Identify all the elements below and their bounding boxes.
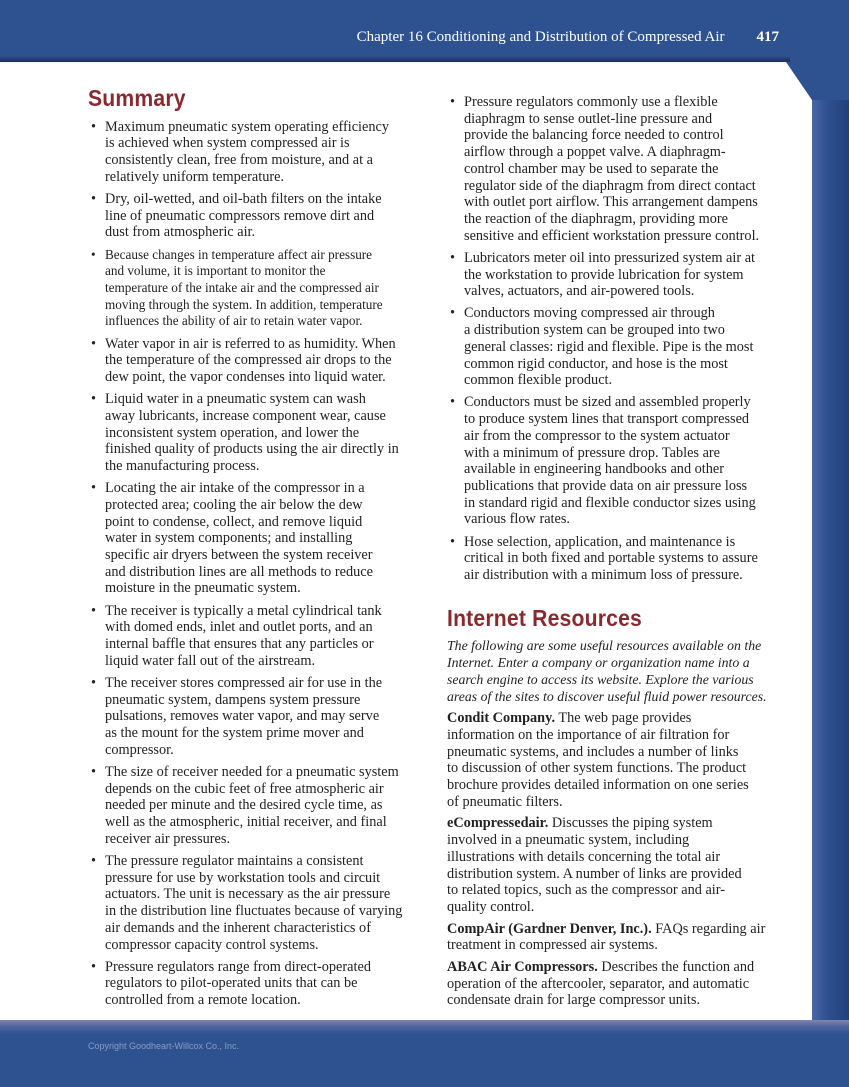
running-header — [357, 29, 779, 46]
summary-item: • Liquid water in a pneumatic system can wash away lubricants, increase component wear, cause inconsistent system operation, and lower the finished quality of products using the air directly in the manufacturing process. — [88, 391, 428, 475]
chapter-title: Chapter 16 Conditioning and Distribution of Compressed Air — [356, 29, 725, 45]
summary-item: • Water vapor in air is referred to as humidity. When the temperature of the compressed air drops to the dew point, the vapor condenses into liquid water. — [88, 336, 428, 386]
summary-item: • The receiver stores compressed air for use in the pneumatic system, dampens system pressure pulsations, removes water vapor, and may serve as the mount for the system prime mover and compressor. — [88, 675, 428, 759]
summary-item: • Dry, oil-wetted, and oil-bath filters on the intake line of pneumatic compressors remove dirt and dust from atmospheric air. — [88, 191, 428, 241]
header-shadow — [0, 56, 790, 62]
resource-description: Discusses the piping system involved in a pneumatic system, including illustrations with details concerning the total air distribution system. A number of links are provided to related topics, such as the compressor and air- quality control. — [447, 815, 742, 915]
summary-list-right — [447, 94, 787, 584]
resource-entry — [447, 815, 787, 915]
summary-item: • Conductors moving compressed air through a distribution system can be grouped into two general classes: rigid and flexible. Pipe is the most common rigid conductor, and hose is the most common flexible product. — [447, 305, 787, 389]
copyright-notice: Copyright Goodheart-Willcox Co., Inc. — [88, 1041, 240, 1051]
left-column — [88, 85, 428, 1014]
summary-item: • Pressure regulators range from direct-operated regulators to pilot-operated units that can be controlled from a remote location. — [88, 959, 428, 1009]
summary-list-left — [88, 119, 428, 1009]
resource-name: CompAir (Gardner Denver, Inc.). — [447, 920, 652, 937]
summary-item: • Locating the air intake of the compressor in a protected area; cooling the air below the dew point to condense, collect, and remove liquid water in system components; and installing specific air dryers between the system receiver and distribution lines are all methods to reduce moisture in the pneumatic system. — [88, 480, 428, 597]
summary-item: • Hose selection, application, and maintenance is critical in both fixed and portable systems to assure air distribution with a minimum loss of pressure. — [447, 534, 787, 584]
summary-item: • The size of receiver needed for a pneumatic system depends on the cubic feet of free atmospheric air needed per minute and the desired cycle time, as well as the atmospheric, initial receiver, and final receiver air pressures. — [88, 764, 428, 848]
resource-description: FAQs regarding air treatment in compressed air systems. — [447, 920, 766, 954]
resource-name: eCompressedair. — [447, 815, 549, 832]
right-column — [447, 94, 787, 1014]
footer-band — [0, 1020, 849, 1087]
summary-item: • Because changes in temperature affect air pressure and volume, it is important to monitor the temperature of the intake air and the compressed air moving through the system. In addition, temperature influences the ability of air to retain water vapor. — [88, 247, 428, 331]
summary-item: • The receiver is typically a metal cylindrical tank with domed ends, inlet and outlet ports, and an internal baffle that ensures that any particles or liquid water fall out of the airstream. — [88, 603, 428, 670]
right-edge-bar — [812, 100, 849, 1020]
resource-entry — [447, 921, 787, 954]
summary-heading: Summary — [88, 85, 186, 111]
summary-item: • Pressure regulators commonly use a flexible diaphragm to sense outlet-line pressure and provide the balancing force needed to control airflow through a poppet valve. A diaphragm- control chamber may be used to separate the regulator side of the diaphragm from direct contact with outlet port airflow. This arrangement dampens the reaction of the diaphragm, providing more sensitive and efficient workstation pressure control. — [447, 94, 787, 244]
internet-resources-heading: Internet Resources — [447, 604, 642, 631]
summary-item: • Lubricators meter oil into pressurized system air at the workstation to provide lubrication for system valves, actuators, and air-powered tools. — [447, 250, 787, 300]
summary-item: • Conductors must be sized and assembled properly to produce system lines that transport compressed air from the compressor to the system actuator with a minimum of pressure drop. Tables are available in engineering handbooks and other publications that provide data on air pressure loss in standard rigid and flexible conductor sizes using various flow rates. — [447, 394, 787, 528]
resources-intro: The following are some useful resources available on the Internet. Enter a company or organization name into a search engine to access its website. Explore the various areas of the sites to discover useful fluid power resources. — [447, 638, 767, 704]
resource-name: ABAC Air Compressors. — [447, 959, 598, 976]
resource-name: Condit Company. — [447, 710, 556, 727]
resource-description: Describes the function and operation of the aftercooler, separator, and automatic condensate drain for large compressor units. — [447, 959, 755, 1009]
page-number: 417 — [756, 29, 779, 45]
summary-item: • The pressure regulator maintains a consistent pressure for use by workstation tools and circuit actuators. The unit is necessary as the air pressure in the distribution line fluctuates because of varying air demands and the inherent characteristics of compressor capacity control systems. — [88, 853, 428, 953]
internet-resources-section — [447, 604, 787, 1009]
resource-entry — [447, 959, 787, 1009]
summary-item: • Maximum pneumatic system operating efficiency is achieved when system compressed air is consistently clean, free from moisture, and at a relatively uniform temperature. — [88, 119, 428, 186]
resource-description: The web page provides information on the importance of air filtration for pneumatic systems, and includes a number of links to discussion of other system functions. The product brochure provides detailed information on one series of pneumatic filters. — [447, 710, 749, 810]
resource-entry — [447, 710, 787, 810]
